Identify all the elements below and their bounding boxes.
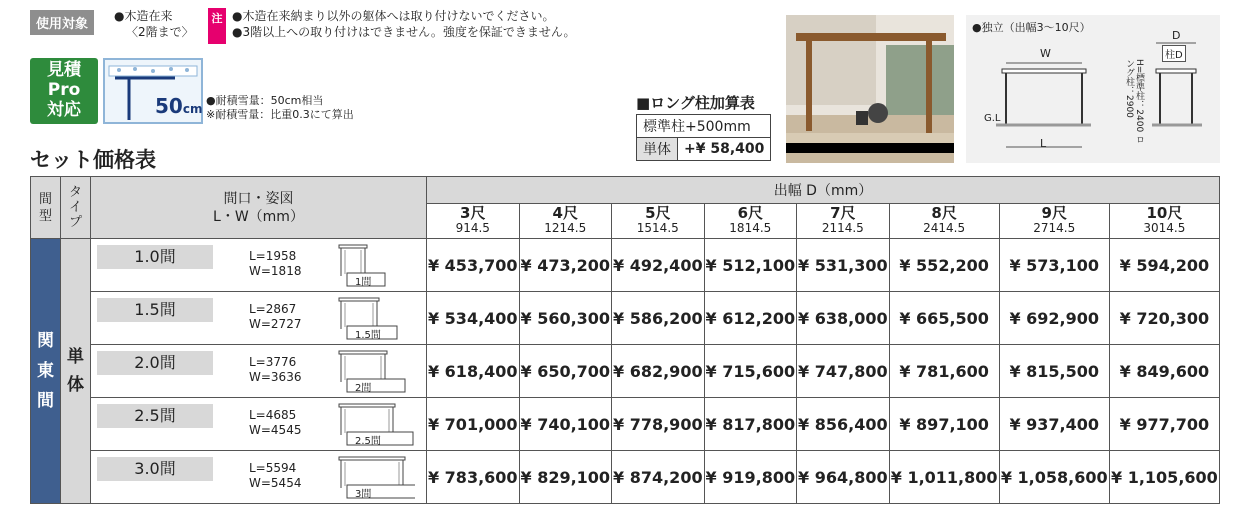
price-cell: ¥ 747,800 xyxy=(797,345,890,398)
price-cell: ¥ 1,011,800 xyxy=(889,451,999,504)
figure-label: 1間 xyxy=(355,277,372,288)
figure-label: 2.5間 xyxy=(355,436,381,447)
price-cell: ¥ 977,700 xyxy=(1109,398,1219,451)
depth-mm: 2414.5 xyxy=(923,221,966,235)
col-type: タイプ xyxy=(61,177,91,239)
price-cell: ¥ 512,100 xyxy=(704,239,797,292)
size-lw: L=4685 W=4545 xyxy=(249,408,302,437)
table-row xyxy=(31,292,1220,345)
size-figure xyxy=(335,295,415,345)
depth-shaku: 7尺 xyxy=(830,204,856,222)
price-cell: ¥ 692,900 xyxy=(999,292,1109,345)
long-pillar-row2-value: +¥ 58,400 xyxy=(678,138,771,161)
price-cell: ¥ 473,200 xyxy=(519,239,612,292)
price-cell: ¥ 874,200 xyxy=(612,451,705,504)
price-cell: ¥ 594,200 xyxy=(1109,239,1219,292)
depth-col-0 xyxy=(427,204,520,239)
table-row xyxy=(31,239,1220,292)
size-lw: L=2867 W=2727 xyxy=(249,302,302,331)
price-cell: ¥ 534,400 xyxy=(427,292,520,345)
usage-line-1: ●木造在来 xyxy=(114,9,173,23)
table-row xyxy=(31,398,1220,451)
badge-line-1: 見積 xyxy=(47,60,81,80)
badge-line-3: 対応 xyxy=(47,100,81,120)
depth-col-2 xyxy=(612,204,705,239)
long-pillar-row2-label: 単体 xyxy=(637,138,678,161)
price-cell: ¥ 720,300 xyxy=(1109,292,1219,345)
long-pillar-table xyxy=(636,114,771,161)
figure-label: 1.5間 xyxy=(355,330,381,341)
size-label: 1.5間 xyxy=(97,298,213,322)
size-lw: L=3776 W=3636 xyxy=(249,355,302,384)
price-cell: ¥ 783,600 xyxy=(427,451,520,504)
depth-shaku: 6尺 xyxy=(737,204,764,222)
size-label: 2.5間 xyxy=(97,404,213,428)
snow-note-2: ※耐積雪量：比重0.3にて算出 xyxy=(206,108,354,121)
price-cell: ¥ 781,600 xyxy=(889,345,999,398)
depth-shaku: 5尺 xyxy=(645,204,671,222)
depth-shaku: 3尺 xyxy=(460,204,486,222)
size-lw: L=1958 W=1818 xyxy=(249,249,302,278)
diagram-gl: G.L xyxy=(984,113,1001,124)
size-figure xyxy=(335,401,415,451)
price-cell: ¥ 1,105,600 xyxy=(1109,451,1219,504)
badge-line-2: Pro xyxy=(47,80,81,100)
product-photo xyxy=(786,15,954,163)
group-kanto: 関東間 xyxy=(31,239,61,504)
snow-load-icon xyxy=(103,58,203,124)
price-cell: ¥ 531,300 xyxy=(797,239,890,292)
price-cell: ¥ 778,900 xyxy=(612,398,705,451)
depth-mm: 1814.5 xyxy=(729,221,772,235)
price-cell: ¥ 817,800 xyxy=(704,398,797,451)
depth-mm: 1514.5 xyxy=(636,221,679,235)
price-cell: ¥ 638,000 xyxy=(797,292,890,345)
price-cell: ¥ 856,400 xyxy=(797,398,890,451)
size-figure xyxy=(335,242,415,292)
depth-mm: 2114.5 xyxy=(821,221,864,235)
depth-mm: 914.5 xyxy=(455,221,490,235)
depth-col-1 xyxy=(519,204,612,239)
depth-col-5 xyxy=(889,204,999,239)
figure-label: 2間 xyxy=(355,383,372,394)
note-tag: 注 xyxy=(208,8,226,44)
price-cell: ¥ 618,400 xyxy=(427,345,520,398)
col-span-title: 間口・姿図 xyxy=(223,190,294,207)
price-cell: ¥ 849,600 xyxy=(1109,345,1219,398)
size-lw: L=5594 W=5454 xyxy=(249,461,302,490)
diagram-d: D xyxy=(1172,29,1181,42)
size-label: 3.0間 xyxy=(97,457,213,481)
price-cell: ¥ 453,700 xyxy=(427,239,520,292)
size-cell xyxy=(91,398,427,451)
table-row xyxy=(31,345,1220,398)
depth-mm: 1214.5 xyxy=(544,221,587,235)
depth-header: 出幅 D（mm） xyxy=(427,177,1220,204)
depth-col-6 xyxy=(999,204,1109,239)
price-cell: ¥ 665,500 xyxy=(889,292,999,345)
col-kenkata: 間型 xyxy=(31,177,61,239)
price-cell: ¥ 829,100 xyxy=(519,451,612,504)
price-cell: ¥ 715,600 xyxy=(704,345,797,398)
diagram-title: ●独立（出幅3〜10尺） xyxy=(972,21,1091,34)
size-label: 1.0間 xyxy=(97,245,213,269)
size-figure xyxy=(335,454,415,504)
price-table-title: セット価格表 xyxy=(30,148,156,172)
usage-line-2: 〈2階まで〉 xyxy=(126,25,194,39)
depth-shaku: 10尺 xyxy=(1146,204,1183,222)
price-cell: ¥ 1,058,600 xyxy=(999,451,1109,504)
diagram-d-pillar: 柱D xyxy=(1162,45,1186,62)
snow-notes xyxy=(206,94,354,122)
snow-note-1: ●耐積雪量：50cm相当 xyxy=(206,94,324,107)
price-cell: ¥ 612,200 xyxy=(704,292,797,345)
diagram-l: L xyxy=(1040,137,1047,150)
size-figure xyxy=(335,348,415,398)
col-span-sub: L・W（mm） xyxy=(213,208,304,225)
size-cell xyxy=(91,345,427,398)
depth-col-3 xyxy=(704,204,797,239)
price-cell: ¥ 815,500 xyxy=(999,345,1109,398)
long-pillar-title: ■ロング柱加算表 xyxy=(636,94,755,112)
price-cell: ¥ 740,100 xyxy=(519,398,612,451)
depth-shaku: 9尺 xyxy=(1041,204,1067,222)
depth-mm: 2714.5 xyxy=(1033,221,1076,235)
col-span xyxy=(91,177,427,239)
diagram-h-note: H=標準柱：2400 ロング柱：2900 xyxy=(1124,59,1144,145)
price-table xyxy=(30,176,1220,504)
mitsumori-pro-badge xyxy=(30,58,98,124)
price-cell: ¥ 492,400 xyxy=(612,239,705,292)
usage-label: 使用対象 xyxy=(30,10,94,35)
size-label: 2.0間 xyxy=(97,351,213,375)
note-line-2: ●3階以上への取り付けはできません。強度を保証できません。 xyxy=(232,25,576,39)
price-cell: ¥ 937,400 xyxy=(999,398,1109,451)
size-cell xyxy=(91,239,427,292)
price-cell: ¥ 560,300 xyxy=(519,292,612,345)
depth-col-7 xyxy=(1109,204,1219,239)
size-cell xyxy=(91,292,427,345)
price-cell: ¥ 682,900 xyxy=(612,345,705,398)
note-line-1: ●木造在来納まり以外の躯体へは取り付けないでください。 xyxy=(232,9,555,23)
depth-shaku: 8尺 xyxy=(931,204,957,222)
size-cell xyxy=(91,451,427,504)
price-cell: ¥ 897,100 xyxy=(889,398,999,451)
dimension-diagram xyxy=(966,15,1220,163)
type-single: 単体 xyxy=(61,239,91,504)
price-cell: ¥ 701,000 xyxy=(427,398,520,451)
diagram-w: W xyxy=(1040,47,1051,60)
table-row xyxy=(31,451,1220,504)
depth-mm: 3014.5 xyxy=(1143,221,1186,235)
price-cell: ¥ 552,200 xyxy=(889,239,999,292)
price-cell: ¥ 964,800 xyxy=(797,451,890,504)
snow-value: 50cm xyxy=(155,94,203,118)
price-cell: ¥ 919,800 xyxy=(704,451,797,504)
depth-col-4 xyxy=(797,204,890,239)
price-cell: ¥ 650,700 xyxy=(519,345,612,398)
figure-label: 3間 xyxy=(355,489,372,500)
price-cell: ¥ 573,100 xyxy=(999,239,1109,292)
long-pillar-row1: 標準柱+500mm xyxy=(637,115,771,138)
depth-shaku: 4尺 xyxy=(552,204,578,222)
price-cell: ¥ 586,200 xyxy=(612,292,705,345)
